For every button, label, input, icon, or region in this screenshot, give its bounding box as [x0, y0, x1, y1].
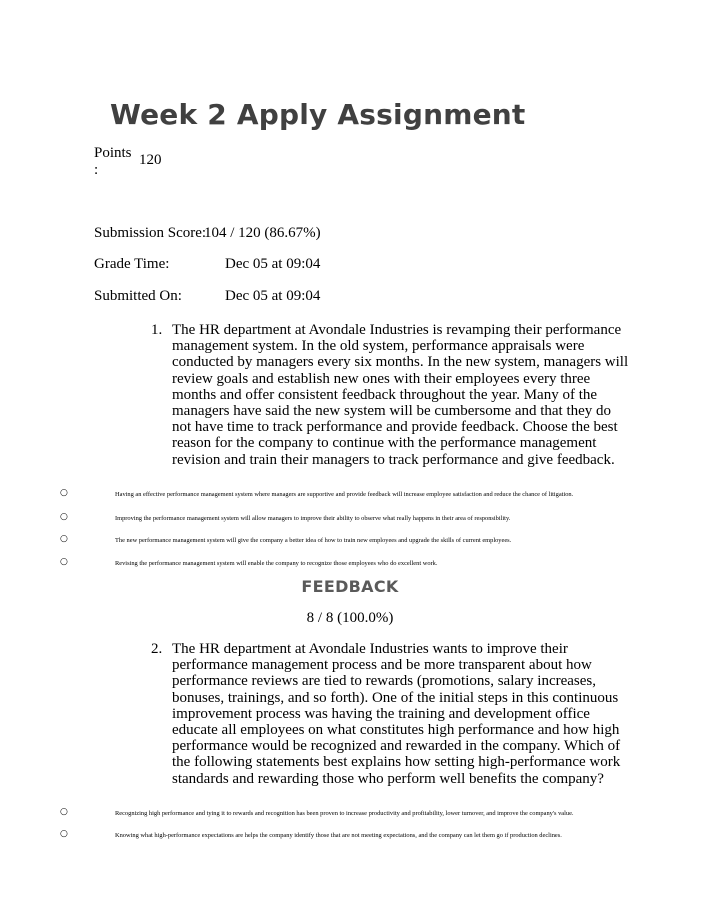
- answer-option-text: Having an effective performance management system where managers are supportive and provide feedback will increase employee satisfaction and reduce the chance of litigation.: [115, 491, 574, 498]
- page-title: Week 2 Apply Assignment: [110, 98, 526, 131]
- feedback-score: 8 / 8 (100.0%): [306, 610, 394, 626]
- points-label: Points :: [94, 145, 132, 178]
- grade-time-value: Dec 05 at 09:04: [225, 256, 321, 272]
- radio-bullet-icon[interactable]: ○: [60, 829, 68, 839]
- answer-option-text: Knowing what high-performance expectations are helps the company identify those that are not meeting expectations, and the company can let them go if production declines.: [115, 832, 562, 839]
- question-text: The HR department at Avondale Industries is revamping their performance management system. In the old system, performance appraisals were conducted by managers every six months. In the new system, managers will review goals and establish new ones with their employees every three months and offer consistent feedback throughout the year. Many of the managers have said the new system will be cumbersome and that they do not have time to track performance and provide feedback. Choose the best reason for the company to continue with the performance management revision and train their managers to track performance and give feedback.: [172, 322, 629, 468]
- points-value: 120: [139, 152, 162, 168]
- question-number: 1.: [151, 322, 163, 338]
- submission-score-value: 104 / 120 (86.67%): [204, 225, 321, 241]
- grade-time-row: [94, 256, 321, 273]
- feedback-heading: FEEDBACK: [301, 577, 399, 596]
- answer-option-text: Revising the performance management system will enable the company to recognize those employees who do excellent work.: [115, 560, 438, 567]
- radio-bullet-icon[interactable]: ○: [60, 488, 68, 498]
- submitted-on-value: Dec 05 at 09:04: [225, 288, 321, 304]
- answer-option-text: Recognizing high performance and tying it to rewards and recognition has been proven to increase productivity and profitability, lower turnover, and improve the company's value.: [115, 810, 574, 817]
- question-text: The HR department at Avondale Industries wants to improve their performance management process and be more transparent about how performance reviews are tied to rewards (promotions, salary increases, bonuses, trainings, and so forth). One of the initial steps in this continuous improvement process was having the training and development office educate all employees on what constitutes high performance and how high performance would be recognized and rewarded in the company. Which of the following statements best explains how setting high-performance work standards and rewarding those who perform well benefits the company?: [172, 641, 621, 787]
- grade-time-label: Grade Time:: [94, 256, 170, 272]
- answer-option-text: The new performance management system will give the company a better idea of how to train new employees and upgrade the skills of current employees.: [115, 537, 512, 544]
- question-number: 2.: [151, 641, 163, 657]
- submitted-on-label: Submitted On:: [94, 288, 182, 304]
- radio-bullet-icon[interactable]: ○: [60, 557, 68, 567]
- answer-option-text: Improving the performance management system will allow managers to improve their ability to observe what really happens in their area of responsibility.: [115, 515, 511, 522]
- submission-score-label: Submission Score:: [94, 225, 207, 241]
- question-2: [151, 641, 631, 787]
- radio-bullet-icon[interactable]: ○: [60, 534, 68, 544]
- radio-bullet-icon[interactable]: ○: [60, 512, 68, 522]
- submitted-on-row: [94, 288, 321, 305]
- question-1: [151, 322, 631, 468]
- submission-score-row: [94, 225, 321, 242]
- radio-bullet-icon[interactable]: ○: [60, 807, 68, 817]
